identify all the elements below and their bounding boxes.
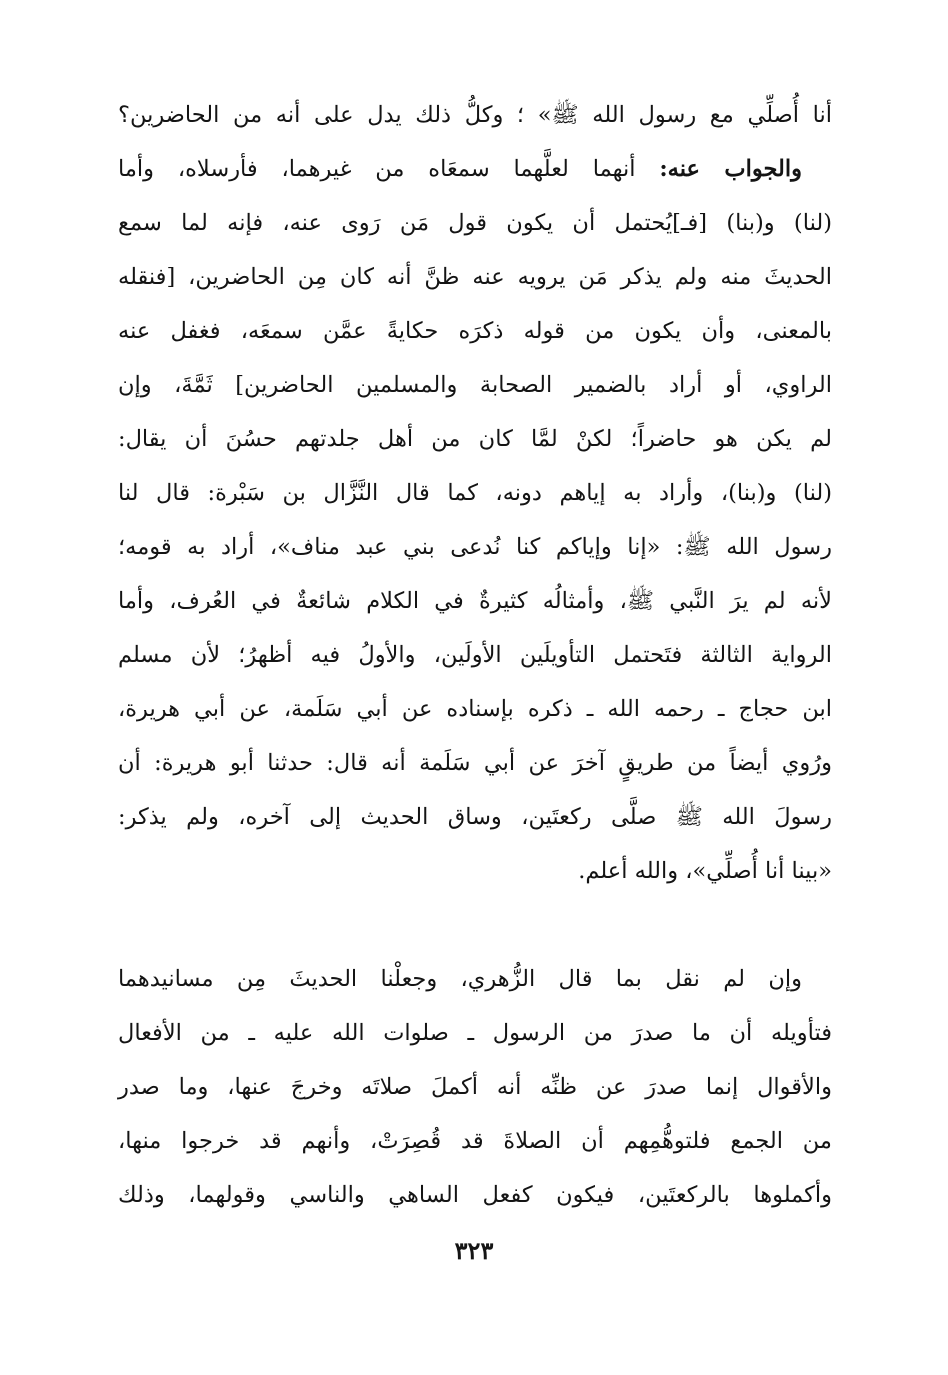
text-line-last: «بينا أنا أُصلِّي»، والله أعلم. <box>578 858 832 884</box>
text-line-answer <box>118 142 832 196</box>
text-line: ورُوي أيضاً من طريقٍ آخرَ عن أبي سَلَمة أنه قال: حدثنا أبو هريرة: أن <box>118 750 832 776</box>
text-line: أنا أُصلِّي مع رسول الله ﷺ» ؛ وكلُّ ذلك يدل على أنه من الحاضرين؟ <box>118 102 832 128</box>
text-line: فتأويله أن ما صدرَ من الرسول ـ صلوات الله عليه ـ من الأفعال <box>118 1020 832 1046</box>
paragraph-2 <box>118 952 832 1222</box>
text-line: رسولَ الله ﷺ صلَّى ركعتَين، وساق الحديث إلى آخره، ولم يذكر: <box>118 804 832 830</box>
answer-label: والجواب عنه: <box>659 156 802 182</box>
text-line: ابن حجاج ـ رحمه الله ـ ذكره بإسناده عن أبي سَلَمة، عن أبي هريرة، <box>118 696 832 722</box>
text-line-first: وإن لم نقل بما قال الزُّهري، وجعلْنا الحديثَ مِن مسانيدهما <box>118 966 802 992</box>
text-line: بالمعنى، وأن يكون من قوله ذكرَه حكايةً عمَّن سمعَه، فغفل عنه <box>118 318 832 344</box>
text-line: الراوي، أو أراد بالضمير الصحابة والمسلمين الحاضرين] ثَمَّةَ، وإن <box>118 372 832 398</box>
text-line: رسول الله ﷺ: «إنا وإياكم كنا نُدعى بني عبد مناف»، أراد به قومه؛ <box>118 534 832 560</box>
text-line: (لنا) و(بنا)، وأراد به إياهم دونه، كما قال النَّزَّال بن سَبْرة: قال لنا <box>118 480 832 506</box>
page-number: ٣٢٣ <box>454 1236 494 1265</box>
text-line: من الجمع فلتوهُّمِهم أن الصلاةَ قد قُصِرَتْ، وأنهم قد خرجوا منها، <box>118 1128 832 1154</box>
text-line: الحديثَ منه ولم يذكر مَن يرويه عنه ظنَّ أنه كان مِن الحاضرين، [فنقله <box>118 264 832 290</box>
text-line: الرواية الثالثة فتَحتمل التأويلَين الأولَين، والأولُ فيه أظهرُ؛ لأن مسلم <box>118 642 832 668</box>
paragraph-1 <box>118 88 832 898</box>
text-line: وأكملوها بالركعتَين، فيكون كفعل الساهي والناسي وقولهما، وذلك <box>118 1182 832 1208</box>
text-line: لم يكن هو حاضراً؛ لكنْ لمَّا كان من أهل جلدتهم حسُنَ أن يقال: <box>118 426 832 452</box>
text-line: (لنا) و(بنا) [فـ]يُحتمل أن يكون قول مَن رَوى عنه، فإنه لما سمع <box>118 210 832 236</box>
answer-text: أنهما لعلَّهما سمعَاه من غيرهما، فأرسلاه، وأما <box>118 156 636 182</box>
text-line: والأقوال إنما صدرَ عن ظنِّه أنه أكملَ صلاتَه وخرجَ عنها، وما صدر <box>118 1074 832 1100</box>
text-line: لأنه لم يرَ النَّبي ﷺ، وأمثالُه كثيرةٌ في الكلام شائعةٌ في العُرف، وأما <box>118 588 832 614</box>
